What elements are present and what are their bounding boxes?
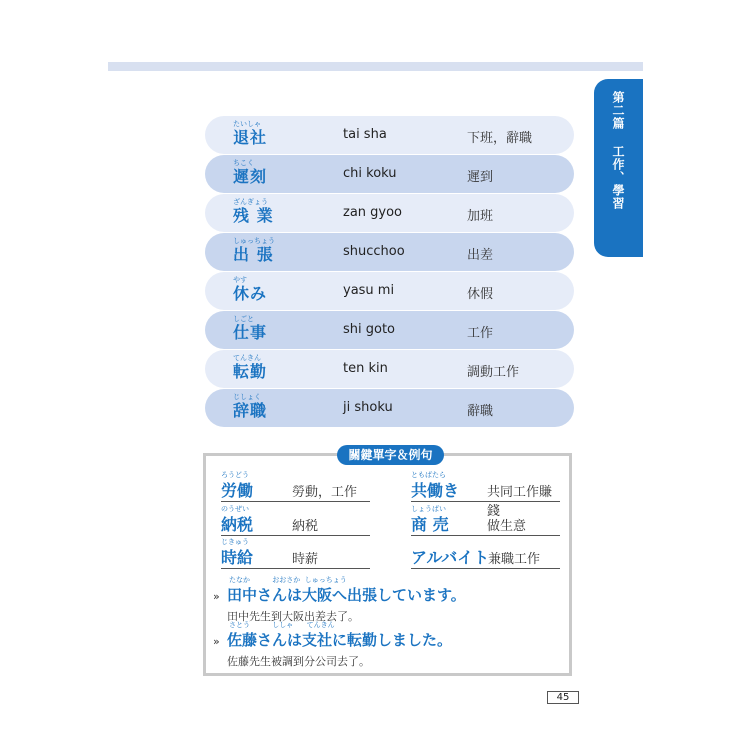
key-word-meaning: 兼職工作 — [488, 552, 541, 567]
vocab-romaji: tai sha — [343, 127, 387, 142]
vocab-ruby: やす — [233, 276, 247, 284]
vocab-row — [205, 272, 574, 310]
vocab-romaji: yasu mi — [343, 283, 395, 298]
bullet-icon: » — [213, 590, 220, 603]
key-words-title: 關鍵單字＆例句 — [337, 445, 444, 465]
page-number: 45 — [547, 691, 579, 704]
key-word: 納税 — [221, 515, 254, 534]
key-word: アルバイト — [411, 548, 490, 567]
vocab-romaji: ten kin — [343, 361, 388, 376]
key-word-item — [221, 537, 370, 569]
key-word: 共働き — [411, 481, 460, 500]
key-word: 労働 — [221, 481, 254, 500]
key-word-item — [221, 470, 370, 502]
chapter-tab — [594, 79, 643, 257]
key-word-meaning: 時薪 — [292, 552, 319, 567]
vocab-romaji: chi koku — [343, 166, 397, 181]
example-japanese: 田中さんは大阪へ出張しています。 — [227, 586, 466, 604]
vocab-word: 休み — [233, 284, 268, 303]
key-word-meaning: 勞動，工作 — [292, 485, 358, 500]
header-band — [108, 62, 643, 71]
key-word: 時給 — [221, 548, 254, 567]
example-chinese: 田中先生到大阪出差去了。 — [227, 610, 359, 623]
vocab-word: 遲刻 — [233, 167, 268, 186]
chapter-tab-label: 第二篇 工作、學習 — [611, 91, 625, 210]
vocab-row — [205, 233, 574, 271]
vocab-ruby: たいしゃ — [233, 120, 261, 128]
vocab-ruby: ざんぎょう — [233, 198, 268, 206]
vocab-row — [205, 389, 574, 427]
key-word-item — [221, 504, 370, 536]
key-word-meaning: 納税 — [292, 519, 319, 534]
key-word-ruby: のうぜい — [221, 505, 249, 513]
key-word-meaning: 共同工作賺錢 — [487, 485, 553, 519]
example-sentence — [213, 576, 466, 624]
vocab-ruby: じしょく — [233, 393, 261, 401]
vocab-word: 仕事 — [233, 323, 268, 342]
bullet-icon: » — [213, 635, 220, 648]
vocab-meaning: 辭職 — [467, 404, 494, 419]
vocab-meaning: 休假 — [467, 287, 494, 302]
vocab-ruby: しゅっちょう — [233, 237, 275, 245]
key-word-meaning: 做生意 — [487, 519, 527, 534]
key-word-ruby: ろうどう — [221, 471, 249, 479]
vocab-meaning: 遲到 — [467, 170, 494, 185]
example-sentence — [213, 621, 452, 669]
vocab-ruby: ちこく — [233, 159, 254, 167]
vocab-word: 退社 — [233, 128, 268, 147]
vocab-romaji: shucchoo — [343, 244, 405, 259]
key-word-ruby: じきゅう — [221, 538, 249, 546]
vocab-word: 出 張 — [233, 245, 274, 264]
example-japanese: 佐藤さんは支社に転勤しました。 — [227, 631, 453, 649]
key-word-ruby: ともばたら — [411, 471, 446, 479]
vocab-romaji: zan gyoo — [343, 205, 403, 220]
example-ruby: さとう ししゃ てんきん — [229, 621, 335, 629]
vocab-meaning: 出差 — [467, 248, 494, 263]
vocab-word: 辞職 — [233, 401, 268, 420]
vocab-ruby: しごと — [233, 315, 254, 323]
vocab-romaji: ji shoku — [343, 400, 393, 415]
vocab-list — [205, 116, 574, 428]
key-word-item — [411, 537, 560, 569]
vocab-meaning: 工作 — [467, 326, 494, 341]
example-ruby: たなか おおさか しゅっちょう — [229, 576, 347, 584]
vocab-meaning: 下班，辭職 — [467, 131, 533, 146]
vocab-romaji: shi goto — [343, 322, 396, 337]
key-word: 商 売 — [411, 515, 449, 534]
example-chinese: 佐藤先生被調到分公司去了。 — [227, 655, 370, 668]
vocab-word: 転勤 — [233, 362, 268, 381]
vocab-meaning: 調動工作 — [467, 365, 520, 380]
key-word-item — [411, 504, 560, 536]
vocab-row — [205, 350, 574, 388]
vocab-row — [205, 311, 574, 349]
vocab-word: 残 業 — [233, 206, 274, 225]
key-word-ruby: しょうばい — [411, 505, 446, 513]
vocab-ruby: てんきん — [233, 354, 261, 362]
vocab-row — [205, 155, 574, 193]
vocab-meaning: 加班 — [467, 209, 494, 224]
vocab-row — [205, 116, 574, 154]
vocab-row — [205, 194, 574, 232]
